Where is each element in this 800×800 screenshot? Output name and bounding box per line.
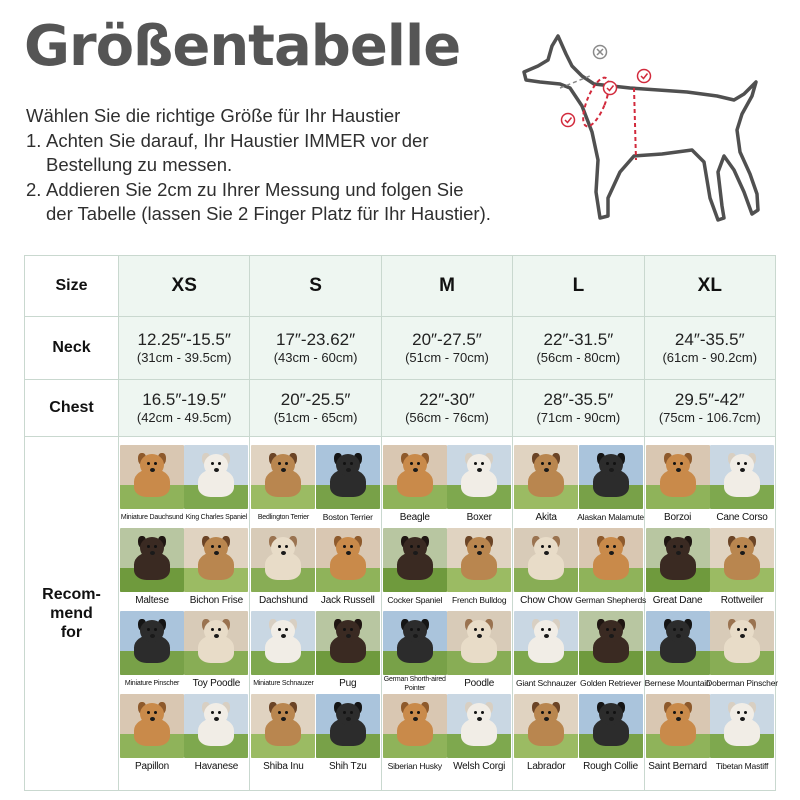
neck-cm: (56cm - 80cm) [536, 350, 621, 365]
instruction-step [26, 178, 526, 227]
breed-item [447, 445, 511, 528]
breed-item [579, 611, 643, 694]
breed-name: Giant Schnauzer [516, 678, 577, 688]
instruction-step [26, 129, 526, 178]
breed-item [383, 694, 447, 777]
breed-name: Beagle [399, 512, 430, 523]
breed-item [120, 445, 184, 528]
dog-photo [120, 528, 184, 592]
breed-name: Toy Poodle [192, 678, 241, 689]
breed-item [710, 694, 774, 777]
breed-item [316, 611, 380, 694]
breed-name: Akita [535, 512, 557, 523]
chest-cell [513, 380, 644, 437]
neck-cm: (31cm - 39.5cm) [136, 350, 232, 365]
dog-photo [383, 445, 447, 509]
breed-name: Cocker Spaniel [387, 595, 443, 605]
dog-photo [710, 611, 774, 675]
chest-inches: 28″-35.5″ [543, 390, 614, 409]
neck-cm: (43cm - 60cm) [273, 350, 358, 365]
breed-pair [644, 611, 778, 694]
dog-photo [383, 694, 447, 758]
chest-inches: 22″-30″ [419, 390, 475, 409]
breed-item [251, 694, 315, 777]
breed-name: Miniature Dauchsund [120, 514, 184, 521]
chest-cell [644, 380, 775, 437]
breed-pair [382, 445, 512, 528]
breed-item [706, 611, 778, 694]
instructions-intro: Wählen Sie die richtige Größe für Ihr Haustier [26, 105, 401, 126]
dog-photo [316, 445, 380, 509]
breed-pair [119, 694, 249, 777]
dog-photo [120, 611, 184, 675]
breed-pair [513, 528, 647, 611]
breed-item [710, 445, 774, 528]
dog-photo [184, 611, 248, 675]
breed-name: Shiba Inu [263, 761, 304, 772]
dog-photo [251, 694, 315, 758]
dog-photo [514, 694, 578, 758]
breed-grid-xl [644, 437, 778, 791]
dog-photo [251, 445, 315, 509]
breed-name: Dachshund [258, 595, 308, 606]
neck-inches: 20″-27.5″ [412, 330, 482, 349]
size-table [24, 255, 776, 791]
breed-name: Boxer [466, 512, 492, 523]
dog-photo [251, 611, 315, 675]
instructions [26, 104, 526, 227]
breed-item [316, 528, 380, 611]
dog-photo [184, 528, 248, 592]
neck-row [25, 317, 776, 380]
dog-photo [579, 528, 643, 592]
dog-photo [120, 694, 184, 758]
breed-pair [119, 445, 249, 528]
chest-row [25, 380, 776, 437]
dog-photo [646, 528, 710, 592]
neck-inches: 22″-31.5″ [543, 330, 614, 349]
chest-cm: (56cm - 76cm) [405, 410, 489, 425]
dog-photo [447, 445, 511, 509]
breed-name: Boston Terrier [322, 512, 373, 522]
breed-pair [119, 528, 249, 611]
breed-grid-xs [119, 437, 250, 791]
breed-pair [513, 445, 643, 528]
breed-item [184, 528, 248, 611]
breed-item [184, 445, 248, 528]
neck-inches: 12.25″-15.5″ [137, 330, 231, 349]
dog-photo [316, 611, 380, 675]
neck-cell [250, 317, 381, 380]
breed-item [575, 528, 647, 611]
dog-photo [646, 445, 710, 509]
breed-name: Saint Bernard [648, 761, 707, 772]
breed-item [120, 611, 184, 694]
chest-cell [119, 380, 250, 437]
size-row-label: Size [25, 256, 119, 317]
breed-item [646, 528, 710, 611]
breed-name: Labrador [526, 761, 566, 772]
breed-name: Rough Collie [583, 761, 638, 772]
dog-photo [579, 611, 643, 675]
neck-cell [644, 317, 775, 380]
breed-pair [645, 528, 775, 611]
breed-name: Bedlington Terrier [257, 514, 309, 521]
neck-cell [513, 317, 644, 380]
breed-pair [119, 611, 249, 694]
dog-photo [579, 445, 643, 509]
neck-cell [119, 317, 250, 380]
dog-photo [514, 528, 578, 592]
dog-photo [120, 445, 184, 509]
step-text: Bestellung zu messen. [46, 154, 233, 175]
breed-item [316, 445, 380, 528]
check-circle-icon [562, 114, 575, 127]
breed-pair [382, 528, 512, 611]
breed-item [579, 694, 643, 777]
recommend-label: Recom- mend for [25, 437, 119, 791]
size-l: L [513, 256, 644, 317]
breed-name: Great Dane [652, 595, 703, 606]
breed-pair [382, 694, 512, 777]
breed-item [710, 528, 774, 611]
breed-pair [250, 694, 380, 777]
size-header-row [25, 256, 776, 317]
breed-item [646, 445, 710, 528]
breed-name: Shih Tzu [328, 761, 367, 772]
chest-inches: 16.5″-19.5″ [142, 390, 227, 409]
breed-item [447, 528, 511, 611]
dog-photo [646, 611, 710, 675]
breed-name: Poodle [464, 678, 495, 689]
chest-cm: (51cm - 65cm) [273, 410, 358, 425]
chest-cell [250, 380, 381, 437]
breed-name: Chow Chow [520, 595, 573, 606]
breed-name: Papillon [135, 761, 169, 772]
size-xs: XS [119, 256, 250, 317]
breed-item [514, 694, 578, 777]
breed-name: Cane Corso [716, 512, 768, 523]
dog-measurement-diagram [512, 22, 784, 232]
breed-item [251, 611, 315, 694]
breed-item [251, 445, 315, 528]
breed-item [514, 611, 578, 694]
dog-photo [447, 611, 511, 675]
breed-name: Bichon Frise [189, 595, 243, 606]
step-text: der Tabelle (lassen Sie 2 Finger Platz für Ihr Haustier). [46, 203, 491, 224]
breed-item [447, 694, 511, 777]
dog-photo [514, 445, 578, 509]
size-xl: XL [644, 256, 775, 317]
check-circle-icon [638, 70, 651, 83]
dog-photo [447, 694, 511, 758]
breed-pair [250, 445, 380, 528]
breed-name: Bernese Mountain [644, 678, 711, 688]
neck-cm: (61cm - 90.2cm) [662, 350, 758, 365]
neck-cell [381, 317, 512, 380]
x-circle-icon [594, 46, 607, 59]
dog-photo [646, 694, 710, 758]
chest-cm: (71cm - 90cm) [536, 410, 621, 425]
size-s: S [250, 256, 381, 317]
breed-pair [645, 445, 775, 528]
breed-pair [382, 611, 512, 694]
breed-item [579, 445, 643, 528]
dog-photo [383, 611, 447, 675]
breed-pair [645, 694, 775, 777]
breed-name: German Shepherds [575, 595, 647, 605]
dog-photo [447, 528, 511, 592]
check-circle-icon [604, 82, 617, 95]
step-number: 2. [26, 178, 42, 200]
breed-item [383, 528, 447, 611]
dog-photo [184, 694, 248, 758]
breed-name: Tibetan Mastiff [715, 761, 769, 771]
breed-name: Miniature Pinscher [124, 680, 180, 687]
breed-name: Alaskan Malamute [577, 512, 644, 522]
breed-name: Borzoi [663, 512, 692, 523]
breed-item [120, 528, 184, 611]
breed-item [316, 694, 380, 777]
dog-photo [383, 528, 447, 592]
breed-item [184, 611, 248, 694]
breed-name: Miniature Schnauzer [253, 680, 314, 687]
step-text: Achten Sie darauf, Ihr Haustier IMMER vor der [46, 129, 429, 151]
breed-item [646, 611, 710, 694]
chest-inches: 20″-25.5″ [280, 390, 351, 409]
dog-photo [710, 528, 774, 592]
dog-photo [710, 694, 774, 758]
breed-name: Maltese [135, 595, 169, 606]
breed-item [120, 694, 184, 777]
breed-pair [250, 611, 380, 694]
breed-name: Welsh Corgi [453, 761, 506, 772]
neck-inches: 24″-35.5″ [674, 330, 745, 349]
breed-grid-m [381, 437, 512, 791]
breed-pair [513, 611, 643, 694]
page-title: Größentabelle [24, 14, 461, 79]
step-text: Addieren Sie 2cm zu Ihrer Messung und folgen Sie [46, 178, 464, 200]
breed-item [383, 611, 447, 694]
breed-grid-l [513, 437, 647, 791]
chest-label: Chest [25, 380, 119, 437]
breed-name: French Bulldog [451, 595, 507, 605]
size-m: M [381, 256, 512, 317]
dog-photo [514, 611, 578, 675]
breed-item [514, 528, 578, 611]
breed-item [251, 528, 315, 611]
breed-grid-s [250, 437, 381, 791]
neck-label: Neck [25, 317, 119, 380]
breed-name: Rottweiler [720, 595, 764, 606]
breed-item [514, 445, 578, 528]
dog-photo [710, 445, 774, 509]
breed-name: Havanese [194, 761, 239, 772]
breed-item [184, 694, 248, 777]
recommend-row [25, 437, 776, 791]
breed-name: Siberian Husky [387, 761, 442, 771]
dog-photo [184, 445, 248, 509]
breed-name: King Charles Spaniel [185, 514, 248, 521]
breed-name: German Shorth-aired Pointer [383, 675, 446, 692]
breed-item [646, 694, 710, 777]
step-number: 1. [26, 129, 42, 151]
neck-inches: 17″-23.62″ [276, 330, 356, 349]
dog-photo [579, 694, 643, 758]
chest-inches: 29.5″-42″ [674, 390, 745, 409]
breed-name: Jack Russell [320, 595, 375, 606]
chest-cell [381, 380, 512, 437]
chest-cm: (75cm - 106.7cm) [658, 410, 761, 425]
breed-name: Doberman Pinscher [706, 678, 778, 688]
breed-pair [250, 528, 380, 611]
dog-photo [316, 694, 380, 758]
breed-item [383, 445, 447, 528]
neck-cm: (51cm - 70cm) [405, 350, 489, 365]
breed-name: Golden Retriever [580, 678, 642, 688]
breed-item [447, 611, 511, 694]
breed-name: Pug [339, 678, 357, 689]
dog-outline-icon [524, 36, 758, 220]
chest-cm: (42cm - 49.5cm) [136, 410, 232, 425]
dog-photo [251, 528, 315, 592]
breed-pair [513, 694, 643, 777]
dog-photo [316, 528, 380, 592]
